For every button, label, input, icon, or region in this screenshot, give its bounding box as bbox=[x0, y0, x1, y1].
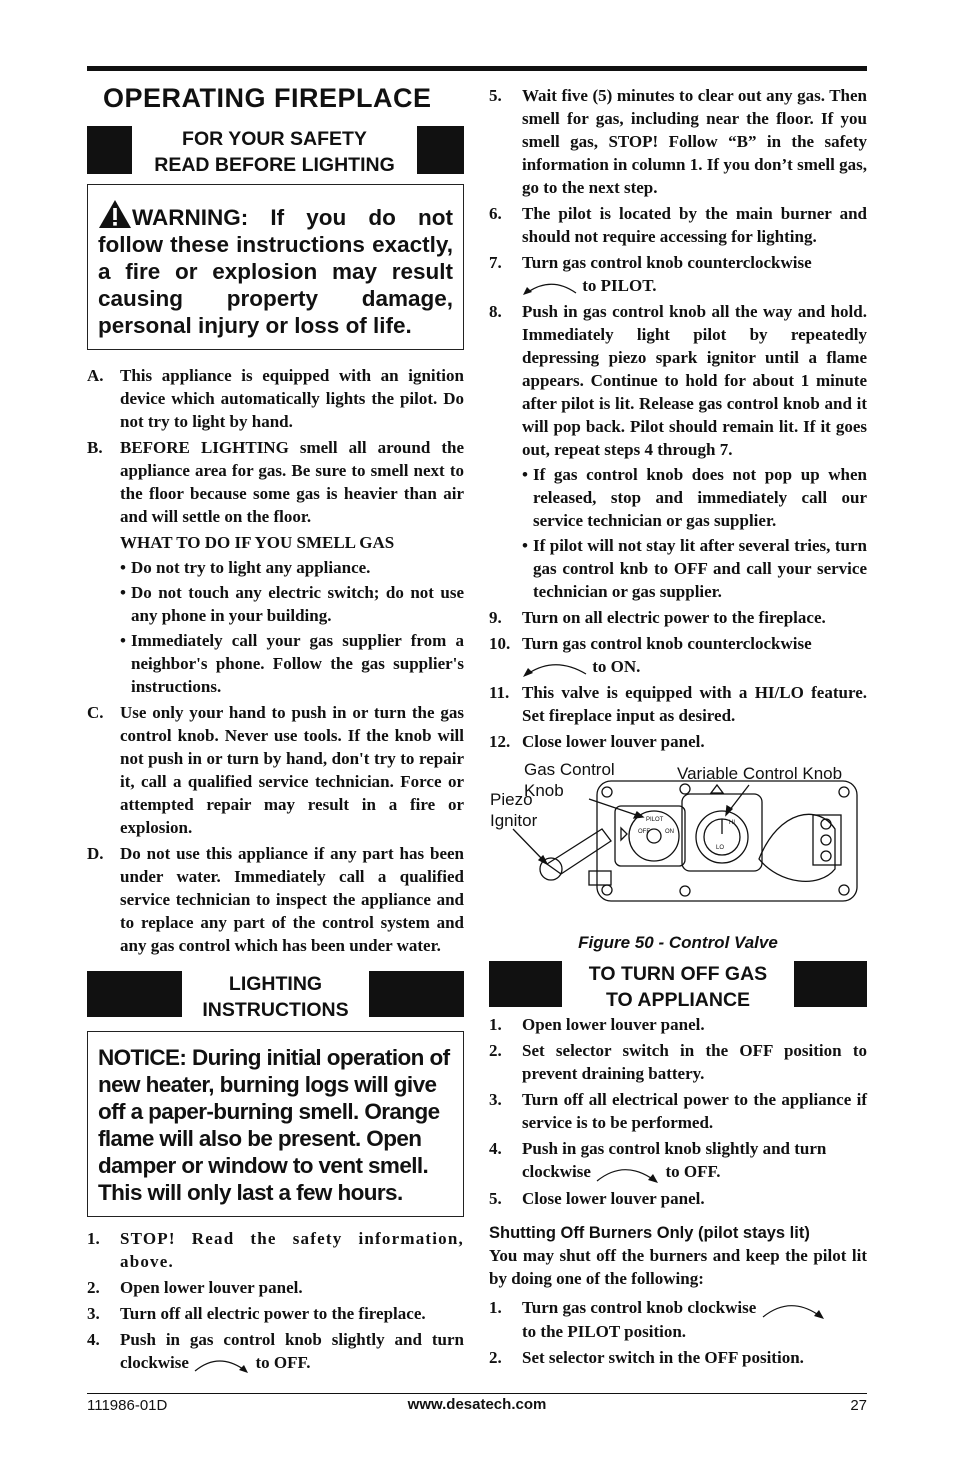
list-item: 1. Turn gas control knob clockwise to the PILOT position. bbox=[489, 1296, 867, 1343]
counterclockwise-arrow-icon bbox=[522, 658, 588, 678]
list-item: 1. STOP! Read the safety information, above. bbox=[87, 1229, 464, 1271]
list-item: 2. Set selector switch in the OFF position. bbox=[489, 1348, 804, 1368]
bullet-item: • If gas control knob does not pop up when released, stop and immediately call our service technician or gas supplier. bbox=[522, 465, 867, 530]
clockwise-arrow-icon bbox=[193, 1354, 251, 1374]
list-item: 4. Push in gas control knob slightly and turn clockwise to OFF. bbox=[87, 1328, 464, 1374]
list-item: 5. Wait five (5) minutes to clear out any gas. Then smell for gas, including near the floor. If you smell gas, STOP! Follow “B” in the safety information in column 1. If you don’t smell gas, go to the next step. bbox=[489, 86, 867, 197]
header-block-right bbox=[417, 126, 464, 174]
svg-text:HI: HI bbox=[729, 820, 735, 827]
bullet-item: • Do not touch any electric switch; do not use any phone in your building. bbox=[120, 583, 464, 625]
safety-header-line1: FOR YOUR SAFETY bbox=[182, 128, 367, 150]
safety-list bbox=[87, 364, 464, 957]
safety-header-line2: READ BEFORE LIGHTING bbox=[154, 154, 395, 176]
clockwise-arrow-icon bbox=[595, 1162, 661, 1184]
bullet-item: • Do not try to light any appliance. bbox=[120, 558, 371, 577]
safety-header bbox=[87, 126, 464, 174]
header-block-left bbox=[87, 971, 182, 1017]
list-item: 7. Turn gas control knob counterclockwise to PILOT. bbox=[489, 253, 812, 295]
list-item: 2. Open lower louver panel. bbox=[87, 1278, 303, 1297]
list-item: 5. Close lower louver panel. bbox=[489, 1189, 705, 1209]
lighting-header bbox=[87, 971, 464, 1021]
lighting-header-line2: INSTRUCTIONS bbox=[202, 999, 349, 1021]
warning-text: If you do not follow these instructions exactly, a fire or explosion may result causing property damage, personal injury or loss of life. bbox=[98, 205, 453, 338]
control-valve-figure bbox=[489, 759, 867, 927]
page-title: OPERATING FIREPLACE bbox=[103, 83, 432, 113]
list-item: D. Do not use this appliance if any part has been under water. Immediately call a qualified service technician to inspect the appliance and to replace any part of the control system and any gas control which has been under water. bbox=[87, 844, 464, 955]
left-column bbox=[87, 78, 464, 1374]
bullet-item: • If pilot will not stay lit after several tries, turn gas control knb to OFF and call your service technician or gas supplier. bbox=[522, 536, 867, 601]
list-item: 3. Turn off all electrical power to the appliance if service is to be performed. bbox=[489, 1090, 867, 1133]
counterclockwise-arrow-icon bbox=[522, 278, 578, 296]
lighting-list-left bbox=[87, 1227, 464, 1374]
shutting-intro: You may shut off the burners and keep the pilot lit by doing one of the following: bbox=[489, 1246, 867, 1289]
turn-off-list bbox=[489, 1013, 867, 1210]
label-piezo: Piezo bbox=[490, 790, 533, 810]
footer-part-number: 111986-01D bbox=[87, 1397, 168, 1414]
list-item: B. BEFORE LIGHTING smell all around the appliance area for gas. Be sure to smell next to the floor because some gas is heavier than air and will settle on the floor. bbox=[87, 438, 464, 526]
list-item: 9. Turn on all electric power to the fireplace. bbox=[489, 608, 826, 627]
clockwise-arrow-icon bbox=[761, 1298, 827, 1320]
list-item: 11. This valve is equipped with a HI/LO feature. Set fireplace input as desired. bbox=[489, 683, 867, 726]
list-item: C. Use only your hand to push in or turn the gas control knob. Never use tools. If the knob will not push in or turn by hand, don't try to repair it, call a qualified service technician. Force or attempted repair may result in a fire or explosion. bbox=[87, 703, 464, 837]
list-item: 12. Close lower louver panel. bbox=[489, 732, 705, 752]
list-item: 6. The pilot is located by the main burner and should not require accessing for lighting. bbox=[489, 204, 867, 246]
list-item: 1. Open lower louver panel. bbox=[489, 1015, 705, 1035]
smell-gas-heading: WHAT TO DO IF YOU SMELL GAS bbox=[120, 533, 395, 552]
list-item: 10. Turn gas control knob counterclockwise to ON. bbox=[489, 632, 867, 678]
figure-caption: Figure 50 - Control Valve bbox=[578, 933, 778, 953]
notice-box: NOTICE: During initial operation of new heater, burning logs will give off a paper-burning smell. Orange flame will also be present. Open damper or window to vent smell. This will only last a few hours. bbox=[87, 1031, 464, 1217]
svg-text:ON: ON bbox=[665, 829, 674, 836]
list-item: A. This appliance is equipped with an ignition device which automatically lights the pilot. Do not try to light by hand. bbox=[87, 366, 464, 431]
warning-box bbox=[87, 184, 464, 350]
label-gas-control: Gas Control bbox=[524, 760, 615, 780]
footer-rule bbox=[87, 1393, 867, 1394]
control-valve-drawing bbox=[489, 759, 867, 927]
list-item: 3. Turn off all electric power to the fireplace. bbox=[87, 1304, 426, 1323]
list-item: 2. Set selector switch in the OFF position to prevent draining battery. bbox=[489, 1041, 867, 1084]
list-item: 8. Push in gas control knob all the way and hold. Immediately light pilot by repeatedly depressing piezo spark ignitor until a flame appears. Continue to hold for about 1 minute after pilot is lit. Release gas control knob and it will pop back. Pilot should remain lit. If it goes out, repeat steps 4 through 7. bbox=[489, 302, 867, 459]
header-block-left bbox=[489, 961, 562, 1007]
label-variable-knob: Variable Control Knob bbox=[677, 764, 843, 784]
turn-off-header-line2: TO APPLIANCE bbox=[605, 989, 751, 1012]
svg-text:OFF: OFF bbox=[638, 829, 650, 836]
label-ignitor: Ignitor bbox=[490, 811, 538, 831]
footer-website-link[interactable]: www.desatech.com bbox=[407, 1396, 547, 1413]
top-rule bbox=[87, 66, 867, 71]
warning-triangle-icon bbox=[98, 199, 132, 229]
warning-label: WARNING: bbox=[132, 205, 249, 230]
header-block-left bbox=[87, 126, 132, 174]
footer-page-number: 27 bbox=[850, 1397, 867, 1414]
svg-text:LO: LO bbox=[716, 845, 725, 852]
turn-off-header bbox=[489, 961, 867, 1012]
right-column bbox=[489, 84, 867, 1369]
shutting-heading: Shutting Off Burners Only (pilot stays lit) bbox=[489, 1224, 810, 1243]
label-knob: Knob bbox=[524, 781, 564, 801]
header-block-right bbox=[794, 961, 867, 1007]
bullet-item: • Immediately call your gas supplier from a neighbor's phone. Follow the gas supplier's instructions. bbox=[120, 631, 464, 696]
turn-off-header-line1: TO TURN OFF GAS bbox=[588, 963, 768, 986]
list-item: 4. Push in gas control knob slightly and turn clockwise to OFF. bbox=[489, 1137, 867, 1184]
header-block-right bbox=[369, 971, 464, 1017]
svg-text:PILOT: PILOT bbox=[646, 817, 664, 824]
lighting-header-line1: LIGHTING bbox=[228, 973, 323, 995]
